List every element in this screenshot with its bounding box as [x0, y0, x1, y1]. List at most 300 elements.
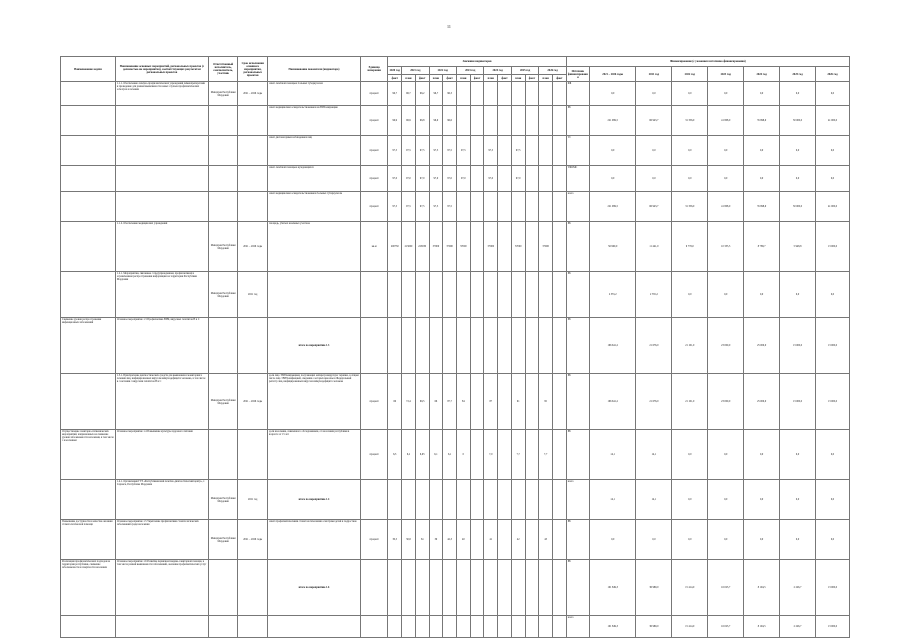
- table-row: [61, 272, 850, 318]
- indicator-value-cell: [553, 222, 567, 272]
- indicator-value-cell: 96,9: [429, 106, 443, 136]
- indicator-value-cell: 72,4: [402, 374, 416, 430]
- header-year: 2023 год: [456, 67, 483, 75]
- finance-value-cell: 0,0: [672, 166, 708, 192]
- finance-value-cell: 0,0: [672, 136, 708, 166]
- finance-value-cell: 13 000,0: [780, 318, 816, 374]
- indicator-value-cell: [429, 272, 443, 318]
- indicator-value-cell: [498, 560, 512, 616]
- indicator-value-cell: 37000: [456, 222, 470, 272]
- header-year: 2020 год: [388, 67, 402, 75]
- finance-value-cell: 0,0: [672, 520, 708, 560]
- indicator-value-cell: 97,5: [415, 192, 429, 222]
- finance-value-cell: 41 808,0: [708, 106, 744, 136]
- indicator-value-cell: [553, 82, 567, 106]
- header-deadline: Срок исполнения основного мероприятия, региональных проектов: [238, 57, 268, 82]
- indicator-value-cell: [553, 616, 567, 638]
- finance-value-cell: 0,0: [815, 272, 849, 318]
- indicator-value-cell: [456, 318, 470, 374]
- table-row: [61, 430, 850, 480]
- deadline-cell: [238, 136, 268, 166]
- unit-cell: процент: [360, 374, 387, 430]
- finance-value-cell: 36 989,0: [636, 560, 672, 616]
- deadline-cell: 2021 год: [238, 480, 268, 520]
- finance-value-cell: 0,0: [672, 480, 708, 520]
- indicator-value-cell: 41: [484, 520, 498, 560]
- finance-value-cell: 221 999,5: [589, 106, 635, 136]
- indicator-value-cell: [498, 166, 512, 192]
- finance-value-cell: 5 948,8: [780, 222, 816, 272]
- indicator-value-cell: [511, 560, 525, 616]
- finance-value-cell: 0,0: [708, 136, 744, 166]
- indicator-value-cell: [484, 82, 498, 106]
- indicator-value-cell: [553, 520, 567, 560]
- indicator-value-cell: 42,3: [443, 520, 457, 560]
- source-cell: РБ: [566, 318, 589, 374]
- finance-value-cell: 0,0: [708, 430, 744, 480]
- indicator-value-cell: [484, 318, 498, 374]
- indicator-value-cell: 96,9: [388, 106, 402, 136]
- finance-value-cell: 35 998,9: [744, 106, 780, 136]
- indicator-value-cell: 97,0: [484, 166, 498, 192]
- finance-value-cell: 41 808,0: [708, 192, 744, 222]
- source-cell: всего: [566, 616, 589, 638]
- event-cell: [115, 166, 208, 192]
- source-cell: РБ: [566, 272, 589, 318]
- event-cell: 1.3.1. Приобретение диагностических средств для выявления и мониторинга лечения лиц, инфицированных вирусом иммунодефицита человека, в том числе в сочетании с вирусами гепатитов В и С: [115, 374, 208, 430]
- indicator-value-cell: [553, 430, 567, 480]
- indicator-cell: [267, 272, 360, 318]
- indicator-value-cell: 96,9: [402, 106, 416, 136]
- indicator-cell: охват профилактическими стоматологическими осмотрами детей и подростков: [267, 520, 360, 560]
- finance-value-cell: 2 226,7: [780, 616, 816, 638]
- indicator-value-cell: 96,8: [415, 106, 429, 136]
- indicator-value-cell: [388, 272, 402, 318]
- indicator-value-cell: 97,5: [443, 192, 457, 222]
- indicator-value-cell: 97,5: [511, 136, 525, 166]
- indicator-value-cell: [470, 222, 484, 272]
- indicator-value-cell: 97,5: [484, 136, 498, 166]
- indicator-value-cell: [402, 272, 416, 318]
- deadline-cell: 2021 год: [238, 272, 268, 318]
- table-row: [61, 520, 850, 560]
- indicator-cell: охват лечебной помощью больных туберкулезом: [267, 82, 360, 106]
- header-fact: факт: [470, 75, 484, 82]
- program-table-sheet: [60, 56, 850, 638]
- indicator-value-cell: 97,0: [415, 166, 429, 192]
- executor-cell: [208, 166, 238, 192]
- indicator-value-cell: [388, 318, 402, 374]
- header-plan: план: [429, 75, 443, 82]
- event-cell: [115, 136, 208, 166]
- indicator-value-cell: [511, 616, 525, 638]
- indicator-value-cell: [402, 616, 416, 638]
- unit-cell: [360, 480, 387, 520]
- finance-value-cell: 0,0: [589, 136, 635, 166]
- indicator-value-cell: [484, 616, 498, 638]
- finance-value-cell: 2 226,7: [780, 560, 816, 616]
- finance-value-cell: 0,0: [815, 136, 849, 166]
- unit-cell: [360, 616, 387, 638]
- indicator-value-cell: [553, 480, 567, 520]
- indicator-value-cell: [470, 192, 484, 222]
- deadline-cell: 2021 – 2026 годы: [238, 374, 268, 430]
- indicator-value-cell: 34: [415, 520, 429, 560]
- indicator-value-cell: [456, 560, 470, 616]
- event-cell: 1.4.1. Организация ГУЗ «Республиканский лечебно-диагностический центр», г. Саранск, Республика Мордовия: [115, 480, 208, 520]
- indicator-value-cell: [498, 480, 512, 520]
- executor-cell: [208, 616, 238, 638]
- executor-cell: Минздрав Республики Мордовия: [208, 480, 238, 520]
- finance-value-cell: 14,1: [636, 430, 672, 480]
- program-table: [60, 56, 850, 638]
- header-fin-year: 2022 год: [672, 67, 708, 82]
- finance-value-cell: 101 849,3: [589, 616, 635, 638]
- indicator-value-cell: [539, 82, 553, 106]
- source-cell: всего: [566, 480, 589, 520]
- finance-value-cell: 0,0: [672, 82, 708, 106]
- indicator-value-cell: [484, 106, 498, 136]
- indicator-value-cell: [498, 374, 512, 430]
- indicator-value-cell: [415, 560, 429, 616]
- indicator-value-cell: [525, 318, 539, 374]
- indicator-value-cell: [470, 272, 484, 318]
- indicator-value-cell: [525, 616, 539, 638]
- indicator-value-cell: [484, 192, 498, 222]
- header-fact: факт: [388, 75, 402, 82]
- indicator-cell: доля лиц с ВИЧ-инфекцией, получающих антиретровирусную терапию, в общем числе лиц с ВИЧ-инфекцией, сведения о которых внесены в Федеральный регистр лиц, инфицированных вирусом иммунодефицита человека: [267, 374, 360, 430]
- table-row: [61, 106, 850, 136]
- finance-value-cell: 0,0: [815, 480, 849, 520]
- event-cell: [115, 192, 208, 222]
- indicator-value-cell: 96,7: [388, 82, 402, 106]
- indicator-value-cell: [525, 136, 539, 166]
- header-task: Наименование задачи: [61, 57, 116, 82]
- task-cell: Снижение уровня распространения инфекционных заболеваний: [61, 318, 116, 374]
- header-executor: Ответственный исполнитель, соисполнитель, участник: [208, 57, 238, 82]
- finance-value-cell: 8 194,5: [744, 560, 780, 616]
- table-row: [61, 318, 850, 374]
- indicator-value-cell: [553, 136, 567, 166]
- indicator-value-cell: 213000: [402, 222, 416, 272]
- indicator-value-cell: [429, 318, 443, 374]
- executor-cell: [208, 136, 238, 166]
- finance-value-cell: 2 355,2: [589, 272, 635, 318]
- indicator-value-cell: 97,5: [388, 136, 402, 166]
- deadline-cell: [238, 430, 268, 480]
- header-fin-year: 2021 – 2026 годы: [589, 67, 635, 82]
- indicator-value-cell: [402, 318, 416, 374]
- finance-value-cell: 25 000,0: [744, 318, 780, 374]
- finance-value-cell: 0,0: [672, 430, 708, 480]
- finance-value-cell: 13 000,0: [815, 616, 849, 638]
- page-number: 11: [447, 24, 451, 29]
- deadline-cell: [238, 560, 268, 616]
- indicator-value-cell: [511, 272, 525, 318]
- indicator-value-cell: [388, 480, 402, 520]
- header-year: 2021 год: [402, 67, 429, 75]
- finance-value-cell: 30 000,0: [780, 106, 816, 136]
- indicator-value-cell: 97,0: [402, 166, 416, 192]
- finance-value-cell: 13 000,0: [815, 374, 849, 430]
- finance-value-cell: 0,0: [708, 82, 744, 106]
- indicator-value-cell: [456, 82, 470, 106]
- indicator-value-cell: [484, 272, 498, 318]
- indicator-value-cell: 69,5: [415, 374, 429, 430]
- finance-value-cell: 0,0: [636, 166, 672, 192]
- indicator-value-cell: [415, 272, 429, 318]
- indicator-value-cell: [443, 318, 457, 374]
- executor-cell: Минздрав Республики Мордовия: [208, 82, 238, 106]
- header-event: Наименование основных мероприятий, региональных проектов (с делимостью на мероприятия), соответствующих результатам региональных проектов: [115, 57, 208, 82]
- indicator-value-cell: [470, 166, 484, 192]
- indicator-value-cell: 30,8: [402, 520, 416, 560]
- indicator-value-cell: [525, 222, 539, 272]
- finance-value-cell: 13 000,0: [815, 318, 849, 374]
- indicator-value-cell: 6,3: [388, 430, 402, 480]
- finance-value-cell: 14,1: [589, 480, 635, 520]
- unit-cell: процент: [360, 520, 387, 560]
- indicator-value-cell: 6,2: [402, 430, 416, 480]
- finance-value-cell: 2 355,2: [636, 272, 672, 318]
- table-row: [61, 222, 850, 272]
- finance-value-cell: 41 000,0: [815, 106, 849, 136]
- indicator-value-cell: [511, 82, 525, 106]
- indicator-value-cell: [539, 136, 553, 166]
- header-unit: Единица измерения: [360, 57, 387, 82]
- indicator-value-cell: 37000: [484, 222, 498, 272]
- finance-value-cell: 0,0: [815, 430, 849, 480]
- unit-cell: процент: [360, 136, 387, 166]
- header-fin-year: 2021 год: [636, 67, 672, 82]
- indicator-value-cell: [470, 560, 484, 616]
- finance-value-cell: 14,1: [589, 430, 635, 480]
- source-cell: РБ: [566, 520, 589, 560]
- indicator-value-cell: [415, 480, 429, 520]
- indicator-value-cell: 7,0: [484, 430, 498, 480]
- indicator-value-cell: 84: [456, 374, 470, 430]
- event-cell: [115, 616, 208, 638]
- finance-value-cell: 0,0: [780, 272, 816, 318]
- finance-value-cell: 41 000,0: [815, 192, 849, 222]
- indicator-value-cell: [470, 318, 484, 374]
- indicator-value-cell: [511, 480, 525, 520]
- finance-value-cell: 166 641,2: [589, 374, 635, 430]
- header-year: 2024 год: [484, 67, 511, 75]
- indicator-value-cell: 97,0: [511, 166, 525, 192]
- indicator-value-cell: [553, 272, 567, 318]
- indicator-value-cell: 97,5: [388, 192, 402, 222]
- finance-value-cell: 0,0: [744, 136, 780, 166]
- indicator-cell: итого по мероприятию 1.3: [267, 318, 360, 374]
- finance-value-cell: 21 676,0: [636, 318, 672, 374]
- indicator-value-cell: 96,7: [402, 82, 416, 106]
- header-source: Источник финансирования: [566, 67, 589, 82]
- source-cell: РБ: [566, 106, 589, 136]
- indicator-value-cell: [415, 318, 429, 374]
- indicator-cell: охват медицинским освидетельствованием на ВИЧ-инфекцию: [267, 106, 360, 136]
- indicator-value-cell: 30,5: [388, 520, 402, 560]
- finance-value-cell: 21 101,0: [672, 374, 708, 430]
- unit-cell: процент: [360, 166, 387, 192]
- header-plan: план: [456, 75, 470, 82]
- table-row: [61, 560, 850, 616]
- unit-cell: кв.м: [360, 222, 387, 272]
- indicator-value-cell: 97,5: [429, 136, 443, 166]
- indicator-value-cell: [498, 430, 512, 480]
- indicator-value-cell: 6,93: [415, 430, 429, 480]
- indicator-value-cell: [498, 82, 512, 106]
- indicator-value-cell: [553, 374, 567, 430]
- finance-value-cell: 0,0: [780, 136, 816, 166]
- indicator-value-cell: [553, 560, 567, 616]
- task-cell: [61, 136, 116, 166]
- source-cell: РБ: [566, 374, 589, 430]
- source-cell: всего: [566, 192, 589, 222]
- indicator-value-cell: [498, 616, 512, 638]
- indicator-value-cell: [525, 430, 539, 480]
- deadline-cell: 2021 – 2026 годы: [238, 82, 268, 106]
- indicator-value-cell: 95: [539, 374, 553, 430]
- header-fact: факт: [525, 75, 539, 82]
- indicator-value-cell: [525, 192, 539, 222]
- indicator-cell: итого по мероприятию 1.4: [267, 480, 360, 520]
- task-cell: Осуществление санитарно-гигиенических мероприятий, направленных на снижение уровня заболеваемости населения, в том числе с населением: [61, 430, 116, 480]
- source-cell: РБ: [566, 222, 589, 272]
- header-finance: Финансирование (с указанием источника финансирования): [566, 57, 849, 67]
- deadline-cell: [238, 318, 268, 374]
- indicator-value-cell: 97,5: [456, 136, 470, 166]
- finance-value-cell: 0,0: [744, 520, 780, 560]
- event-cell: Основное мероприятие 1.3 Профилактика ВИЧ, вирусных гепатитов В и С: [115, 318, 208, 374]
- finance-value-cell: 8 788,7: [744, 222, 780, 272]
- finance-value-cell: 16 023,7: [708, 560, 744, 616]
- indicator-value-cell: 225930: [415, 222, 429, 272]
- finance-value-cell: 0,0: [636, 520, 672, 560]
- deadline-cell: 2021 – 2026 годы: [238, 222, 268, 272]
- indicator-value-cell: 97,5: [443, 136, 457, 166]
- deadline-cell: [238, 166, 268, 192]
- finance-value-cell: 11 441,0: [636, 222, 672, 272]
- indicator-value-cell: 66: [388, 374, 402, 430]
- finance-value-cell: 31 356,0: [672, 192, 708, 222]
- indicator-value-cell: [553, 166, 567, 192]
- indicator-value-cell: [539, 560, 553, 616]
- finance-value-cell: 15 414,0: [672, 560, 708, 616]
- indicator-value-cell: [429, 560, 443, 616]
- finance-value-cell: 13 000,0: [815, 222, 849, 272]
- header-fin-year: 2026 год: [815, 67, 849, 82]
- event-cell: 1.1.1. Обеспечение лечебно-профилактических учреждений химиопрепаратами и проведение для ранней выявляемости новых случаев профилактических осмотров и лечения: [115, 82, 208, 106]
- deadline-cell: [238, 106, 268, 136]
- indicator-value-cell: [415, 616, 429, 638]
- indicator-value-cell: [525, 560, 539, 616]
- indicator-value-cell: 91: [511, 374, 525, 430]
- indicator-value-cell: [429, 480, 443, 520]
- indicator-value-cell: [539, 318, 553, 374]
- indicator-value-cell: [484, 480, 498, 520]
- event-cell: Основное мероприятие 1.4 Повышение культуры здорового питания: [115, 430, 208, 480]
- header-fact: факт: [443, 75, 457, 82]
- indicator-value-cell: [470, 82, 484, 106]
- indicator-value-cell: 87: [484, 374, 498, 430]
- indicator-cell: итого по мероприятию 1.6: [267, 560, 360, 616]
- header-indicator: Наименование показателя (индикатора): [267, 57, 360, 82]
- finance-value-cell: 13 000,0: [780, 374, 816, 430]
- event-cell: [115, 106, 208, 136]
- finance-value-cell: 0,0: [589, 82, 635, 106]
- indicator-value-cell: [443, 616, 457, 638]
- indicator-value-cell: [525, 106, 539, 136]
- header-fin-year: 2024 год: [744, 67, 780, 82]
- indicator-value-cell: [498, 318, 512, 374]
- indicator-cell: площадь, убитых наземных участков: [267, 222, 360, 272]
- header-plan: план: [511, 75, 525, 82]
- header-plan: план: [484, 75, 498, 82]
- indicator-value-cell: [553, 192, 567, 222]
- indicator-value-cell: [443, 480, 457, 520]
- finance-value-cell: 16 023,7: [708, 616, 744, 638]
- header-plan: план: [539, 75, 553, 82]
- indicator-value-cell: 37000: [429, 222, 443, 272]
- header-fin-year: 2023 год: [708, 67, 744, 82]
- source-cell: РБ: [566, 430, 589, 480]
- task-cell: [61, 374, 116, 430]
- indicator-value-cell: [539, 480, 553, 520]
- indicator-cell: [267, 616, 360, 638]
- header-year: 2026 год: [539, 67, 566, 75]
- indicator-value-cell: [553, 318, 567, 374]
- indicator-value-cell: [498, 520, 512, 560]
- finance-value-cell: 0,0: [744, 480, 780, 520]
- indicator-value-cell: [525, 272, 539, 318]
- indicator-value-cell: 97,5: [415, 136, 429, 166]
- finance-value-cell: 101 849,3: [589, 560, 635, 616]
- indicator-value-cell: [511, 318, 525, 374]
- task-cell: [61, 616, 116, 638]
- indicator-value-cell: 0: [456, 430, 470, 480]
- finance-value-cell: 0,0: [636, 82, 672, 106]
- event-cell: 1.1.2. Обеспечение медицинских учреждений: [115, 222, 208, 272]
- indicator-value-cell: 66: [429, 374, 443, 430]
- unit-cell: [360, 318, 387, 374]
- finance-value-cell: 56 960,0: [589, 222, 635, 272]
- finance-value-cell: 0,0: [708, 480, 744, 520]
- indicator-value-cell: [525, 480, 539, 520]
- indicator-value-cell: [470, 106, 484, 136]
- task-cell: [61, 106, 116, 136]
- finance-value-cell: 31 356,0: [672, 106, 708, 136]
- finance-value-cell: 13 000,0: [815, 560, 849, 616]
- indicator-value-cell: 7,7: [511, 430, 525, 480]
- indicator-value-cell: [429, 616, 443, 638]
- indicator-value-cell: [456, 106, 470, 136]
- indicator-value-cell: [498, 136, 512, 166]
- finance-value-cell: 0,0: [780, 82, 816, 106]
- indicator-value-cell: [539, 166, 553, 192]
- finance-value-cell: 0,0: [744, 430, 780, 480]
- finance-value-cell: 0,0: [815, 166, 849, 192]
- indicator-value-cell: 42: [511, 520, 525, 560]
- finance-value-cell: 0,0: [780, 430, 816, 480]
- indicator-value-cell: [498, 222, 512, 272]
- indicator-cell: охват медицинским освидетельствованием больных туберкулезом: [267, 192, 360, 222]
- task-cell: Реализация профилактических подходов на территории республики, снижение заболеваемости и смертности населения: [61, 560, 116, 616]
- finance-value-cell: 221 999,5: [589, 192, 635, 222]
- indicator-value-cell: [456, 480, 470, 520]
- executor-cell: Минздрав Республики Мордовия: [208, 272, 238, 318]
- indicator-value-cell: 37000: [539, 222, 553, 272]
